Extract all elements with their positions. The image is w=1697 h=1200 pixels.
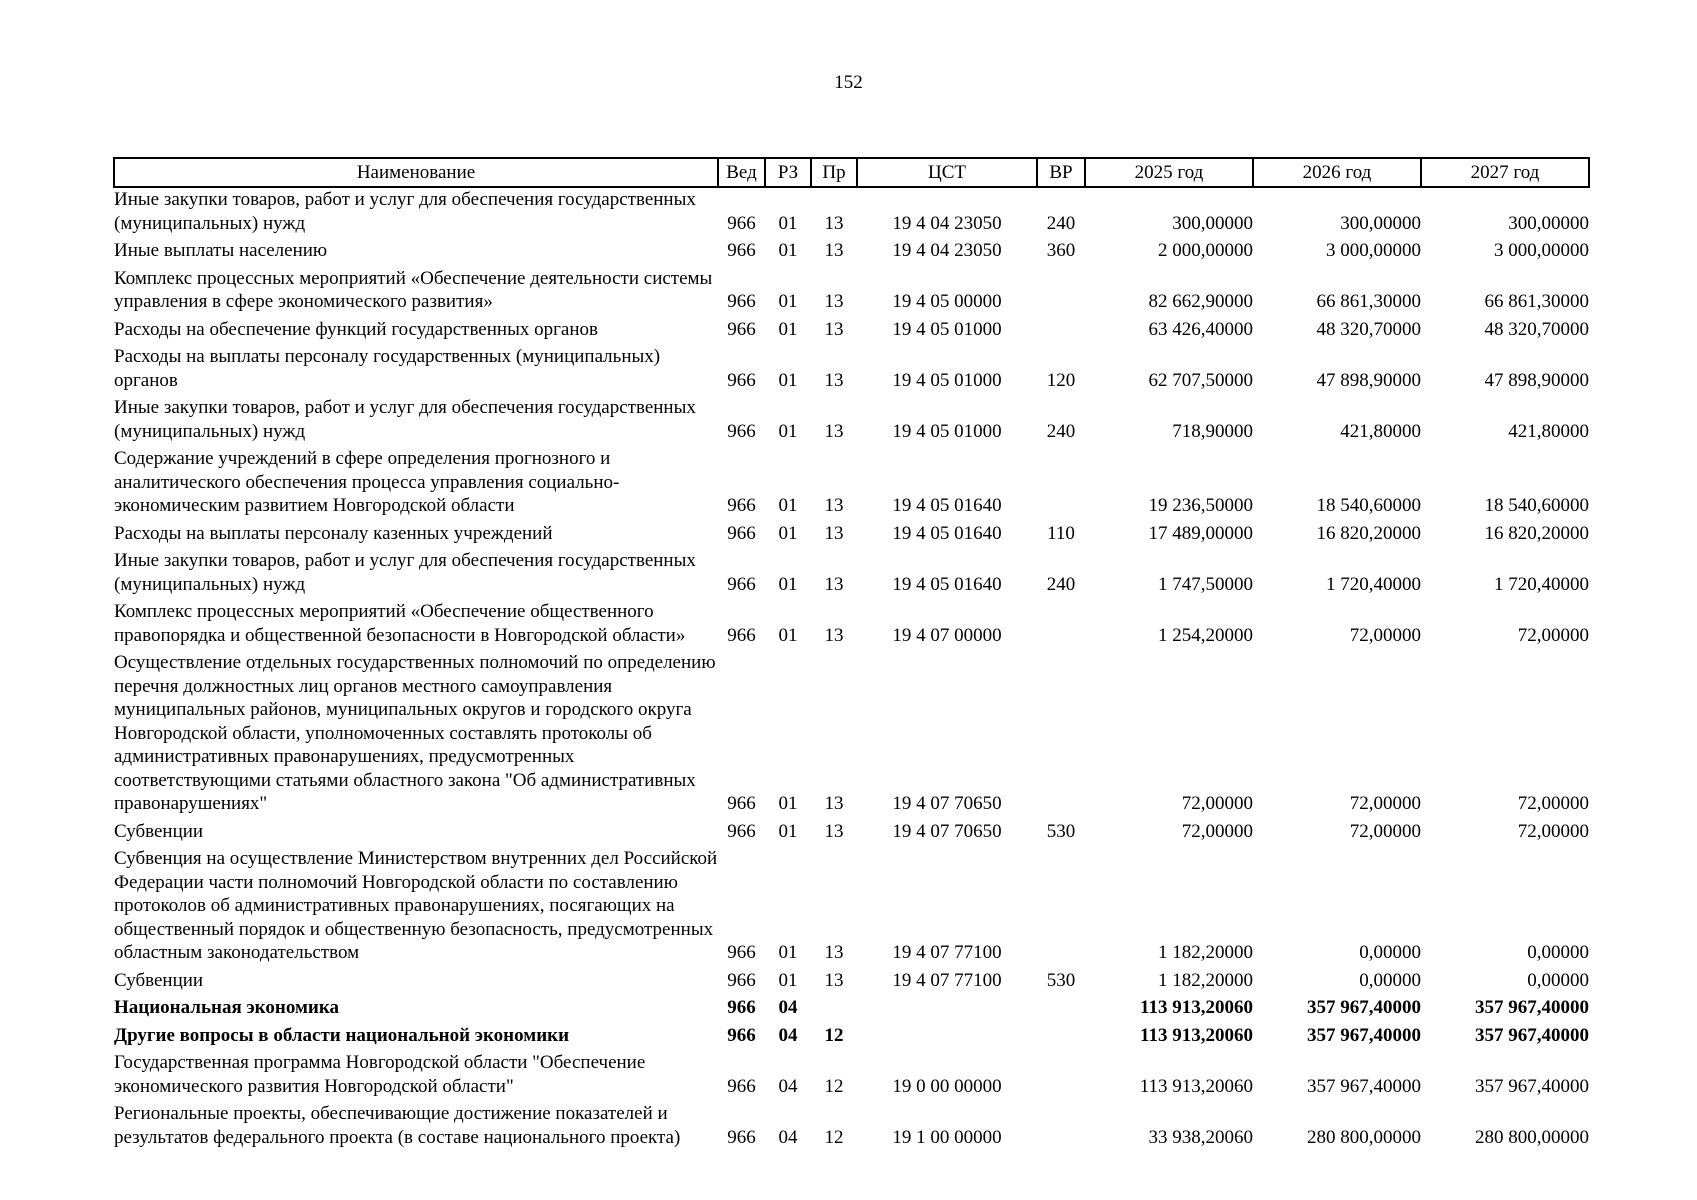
cell-2025: 1 182,20000: [1158, 969, 1253, 991]
cell-pr: [811, 996, 857, 1024]
cell-rz: 01: [778, 212, 798, 234]
cell-name: Национальная экономика: [114, 997, 340, 1018]
table-row: [114, 549, 1589, 600]
cell-ved: 966: [727, 212, 756, 234]
cell-ved: 966: [727, 291, 756, 312]
cell-vr: 240: [1046, 420, 1076, 442]
cell-name: Расходы на обеспечение функций государственных органов: [114, 318, 598, 340]
cell-rz: 01: [778, 420, 798, 442]
cell-2026: 66 861,30000: [1316, 291, 1421, 312]
cell-2026: 357 967,40000: [1307, 1024, 1421, 1046]
cell-rz: 01: [778, 291, 798, 312]
cell-ved: 966: [727, 820, 756, 842]
table-header-row: [114, 158, 1589, 187]
cell-ved: 966: [727, 318, 756, 340]
cell-vr: [1037, 600, 1085, 651]
table-row: [114, 447, 1589, 522]
cell-cst: 19 4 05 01640: [892, 495, 1002, 516]
cell-vr: 120: [1046, 369, 1076, 391]
header-2026: 2026 год: [1253, 158, 1421, 187]
cell-cst: [857, 996, 1037, 1024]
cell-ved: 966: [727, 573, 756, 595]
cell-2027: 1 720,40000: [1494, 573, 1589, 595]
cell-2027: 0,00000: [1527, 942, 1589, 963]
cell-ved: 966: [727, 369, 756, 391]
cell-vr: [1037, 1051, 1085, 1102]
cell-2025: 113 913,20060: [1139, 1075, 1253, 1097]
cell-cst: 19 1 00 00000: [892, 1126, 1002, 1148]
cell-2025: 113 913,20060: [1140, 1024, 1253, 1046]
cell-2025: 72,00000: [1181, 820, 1253, 842]
cell-2027: 66 861,30000: [1484, 291, 1589, 312]
cell-2026: 47 898,90000: [1316, 369, 1421, 391]
cell-ved: 966: [727, 793, 756, 814]
cell-rz: 01: [778, 624, 798, 646]
cell-pr: 13: [824, 369, 844, 391]
cell-2025: 1 254,20000: [1158, 624, 1253, 646]
table-row: [114, 996, 1589, 1024]
cell-2025: 63 426,40000: [1148, 318, 1253, 340]
cell-vr: [1037, 1024, 1085, 1052]
cell-2025: 2 000,00000: [1158, 240, 1253, 261]
cell-pr: 13: [824, 624, 844, 646]
cell-2025: 33 938,20060: [1148, 1126, 1253, 1148]
cell-2025: 82 662,90000: [1148, 291, 1253, 312]
cell-vr: [1037, 1102, 1085, 1153]
cell-vr: [1037, 267, 1085, 318]
cell-vr: [1037, 651, 1085, 820]
cell-ved: 966: [727, 997, 756, 1018]
cell-pr: 13: [824, 820, 844, 842]
cell-2025: 19 236,50000: [1148, 495, 1253, 516]
header-pr: Пр: [811, 158, 857, 187]
cell-name: Другие вопросы в области национальной экономики: [114, 1024, 570, 1046]
cell-rz: 01: [778, 942, 798, 963]
cell-ved: 966: [727, 495, 756, 516]
cell-2025: 300,00000: [1172, 212, 1253, 234]
cell-cst: 19 4 04 23050: [892, 212, 1002, 234]
table-row: [114, 820, 1589, 848]
cell-vr: [1037, 447, 1085, 522]
cell-2026: 300,00000: [1340, 212, 1421, 234]
cell-pr: 13: [824, 573, 844, 595]
cell-cst: 19 4 05 01640: [892, 573, 1002, 595]
cell-cst: 19 4 07 77100: [892, 942, 1002, 963]
cell-ved: 966: [727, 1126, 756, 1148]
table-row: [114, 1051, 1589, 1102]
cell-vr: 530: [1046, 969, 1076, 991]
cell-2026: 357 967,40000: [1307, 997, 1421, 1018]
cell-vr: 360: [1046, 240, 1076, 261]
header-ved: Вед: [718, 158, 765, 187]
cell-2027: 357 967,40000: [1475, 1075, 1589, 1097]
cell-rz: 01: [778, 573, 798, 595]
cell-rz: 01: [778, 318, 798, 340]
cell-pr: 13: [824, 318, 844, 340]
cell-2025: 718,90000: [1172, 420, 1253, 442]
cell-pr: 13: [824, 240, 844, 261]
table-row: [114, 600, 1589, 651]
cell-2027: 16 820,20000: [1484, 522, 1589, 544]
cell-cst: 19 4 07 77100: [892, 969, 1002, 991]
cell-2026: 280 800,00000: [1307, 1126, 1421, 1148]
cell-pr: 13: [824, 942, 844, 963]
cell-name: Региональные проекты, обеспечивающие достижение показателей и результатов федерального проекта (в составе национального проекта): [114, 1103, 681, 1148]
cell-vr: [1037, 996, 1085, 1024]
cell-pr: 13: [824, 793, 844, 814]
cell-pr: 13: [824, 969, 844, 991]
budget-table: [113, 157, 1590, 1153]
cell-2025: 1 747,50000: [1158, 573, 1253, 595]
cell-2027: 72,00000: [1517, 820, 1589, 842]
cell-rz: 04: [778, 1075, 798, 1097]
cell-rz: 01: [778, 522, 798, 544]
cell-pr: 13: [824, 420, 844, 442]
cell-name: Иные выплаты населению: [114, 240, 328, 261]
cell-cst: 19 4 05 00000: [892, 291, 1002, 312]
cell-2026: 72,00000: [1349, 793, 1421, 814]
cell-pr: 12: [824, 1024, 844, 1046]
cell-2026: 0,00000: [1359, 942, 1421, 963]
cell-vr: [1037, 847, 1085, 969]
cell-rz: 01: [778, 969, 798, 991]
page-number: 152: [834, 72, 863, 93]
cell-name: Иные закупки товаров, работ и услуг для обеспечения государственных (муниципальных) нужд: [114, 189, 696, 234]
header-vr: ВР: [1037, 158, 1085, 187]
cell-2027: 357 967,40000: [1475, 997, 1589, 1018]
cell-cst: 19 4 05 01000: [892, 369, 1002, 391]
header-cst: ЦСТ: [857, 158, 1037, 187]
cell-name: Расходы на выплаты персоналу казенных учреждений: [114, 522, 553, 544]
cell-ved: 966: [727, 969, 756, 991]
cell-cst: [857, 1024, 1037, 1052]
cell-2027: 0,00000: [1527, 969, 1589, 991]
cell-cst: 19 4 07 70650: [892, 793, 1002, 814]
cell-name: Субвенции: [114, 820, 204, 842]
cell-name: Иные закупки товаров, работ и услуг для обеспечения государственных (муниципальных) нужд: [114, 550, 696, 595]
cell-2027: 280 800,00000: [1475, 1126, 1589, 1148]
cell-2027: 3 000,00000: [1494, 240, 1589, 261]
cell-2027: 357 967,40000: [1475, 1024, 1589, 1046]
cell-cst: 19 4 07 70650: [892, 820, 1002, 842]
header-name: Наименование: [114, 158, 718, 187]
cell-rz: 01: [778, 240, 798, 261]
cell-name: Расходы на выплаты персоналу государственных (муниципальных) органов: [114, 346, 661, 391]
cell-rz: 04: [778, 1126, 798, 1148]
cell-ved: 966: [727, 1075, 756, 1097]
cell-vr: 240: [1046, 573, 1076, 595]
table-row: [114, 345, 1589, 396]
cell-2026: 3 000,00000: [1326, 240, 1421, 261]
table-row: [114, 318, 1589, 346]
header-2027: 2027 год: [1421, 158, 1589, 187]
cell-2027: 421,80000: [1508, 420, 1589, 442]
cell-vr: [1037, 318, 1085, 346]
cell-vr: 530: [1046, 820, 1076, 842]
cell-2025: 17 489,00000: [1148, 522, 1253, 544]
cell-2026: 1 720,40000: [1326, 573, 1421, 595]
table-row: [114, 267, 1589, 318]
cell-name: Осуществление отдельных государственных полномочий по определению перечня должностных лиц органов местного самоуправления муниципальных районов, муниципальных округов и городского округа Новгородской области, уполномоченных составлять протоколы об административных правонарушениях, предусмотренных соответствующими статьями областного закона "Об административных правонарушениях": [114, 652, 716, 814]
table-body: [114, 187, 1589, 1153]
cell-name: Субвенция на осуществление Министерством внутренних дел Российской Федерации части полномочий Новгородской области по составлению протоколов об административных правонарушениях, посягающих на общественный порядок и общественную безопасность, предусмотренных областным законодательством: [114, 848, 718, 963]
cell-2027: 300,00000: [1508, 212, 1589, 234]
cell-rz: 04: [778, 1024, 798, 1046]
cell-cst: 19 0 00 00000: [892, 1075, 1002, 1097]
cell-ved: 966: [727, 240, 756, 261]
cell-2026: 357 967,40000: [1307, 1075, 1421, 1097]
cell-cst: 19 4 05 01000: [892, 318, 1002, 340]
cell-pr: 13: [824, 212, 844, 234]
cell-2026: 48 320,70000: [1316, 318, 1421, 340]
cell-vr: 110: [1047, 522, 1075, 544]
table-row: [114, 1024, 1589, 1052]
cell-name: Комплекс процессных мероприятий «Обеспечение общественного правопорядка и общественной безопасности в Новгородской области»: [114, 601, 686, 646]
cell-2025: 62 707,50000: [1148, 369, 1253, 391]
cell-2027: 72,00000: [1517, 624, 1589, 646]
cell-2025: 72,00000: [1181, 793, 1253, 814]
cell-2026: 421,80000: [1340, 420, 1421, 442]
cell-rz: 01: [778, 793, 798, 814]
cell-ved: 966: [727, 522, 756, 544]
table-row: [114, 1102, 1589, 1153]
table-row: [114, 651, 1589, 820]
cell-2026: 16 820,20000: [1316, 522, 1421, 544]
cell-2027: 72,00000: [1517, 793, 1589, 814]
cell-ved: 966: [727, 1024, 756, 1046]
cell-2027: 47 898,90000: [1484, 369, 1589, 391]
cell-name: Комплекс процессных мероприятий «Обеспечение деятельности системы управления в сфере экономического развития»: [114, 267, 713, 312]
cell-ved: 966: [727, 624, 756, 646]
cell-cst: 19 4 05 01000: [892, 420, 1002, 442]
cell-pr: 13: [824, 291, 844, 312]
cell-rz: 01: [778, 495, 798, 516]
cell-name: Государственная программа Новгородской области "Обеспечение экономического развития Новгородской области": [114, 1052, 646, 1097]
cell-2026: 18 540,60000: [1316, 495, 1421, 516]
cell-ved: 966: [727, 420, 756, 442]
cell-2026: 72,00000: [1349, 624, 1421, 646]
cell-rz: 01: [778, 369, 798, 391]
cell-vr: 240: [1046, 212, 1076, 234]
table-row: [114, 522, 1589, 550]
cell-2026: 72,00000: [1349, 820, 1421, 842]
cell-2025: 1 182,20000: [1158, 942, 1253, 963]
cell-pr: 12: [824, 1075, 844, 1097]
cell-ved: 966: [727, 942, 756, 963]
cell-2027: 18 540,60000: [1484, 495, 1589, 516]
table-row: [114, 239, 1589, 267]
cell-2026: 0,00000: [1359, 969, 1421, 991]
table-row: [114, 969, 1589, 997]
cell-pr: 12: [824, 1126, 844, 1148]
header-rz: РЗ: [765, 158, 811, 187]
header-2025: 2025 год: [1085, 158, 1253, 187]
cell-cst: 19 4 07 00000: [892, 624, 1002, 646]
cell-2027: 48 320,70000: [1484, 318, 1589, 340]
cell-name: Иные закупки товаров, работ и услуг для обеспечения государственных (муниципальных) нужд: [114, 397, 696, 442]
cell-2025: 113 913,20060: [1140, 997, 1253, 1018]
cell-pr: 13: [824, 522, 844, 544]
cell-cst: 19 4 05 01640: [892, 522, 1002, 544]
cell-pr: 13: [824, 495, 844, 516]
cell-name: Субвенции: [114, 969, 204, 991]
table-row: [114, 847, 1589, 969]
cell-rz: 04: [778, 997, 798, 1018]
table-row: [114, 187, 1589, 239]
cell-name: Содержание учреждений в сфере определения прогнозного и аналитического обеспечения процесса управления социально-экономическим развитием Новгородской области: [114, 448, 620, 516]
table-row: [114, 396, 1589, 447]
cell-rz: 01: [778, 820, 798, 842]
cell-cst: 19 4 04 23050: [892, 240, 1002, 261]
